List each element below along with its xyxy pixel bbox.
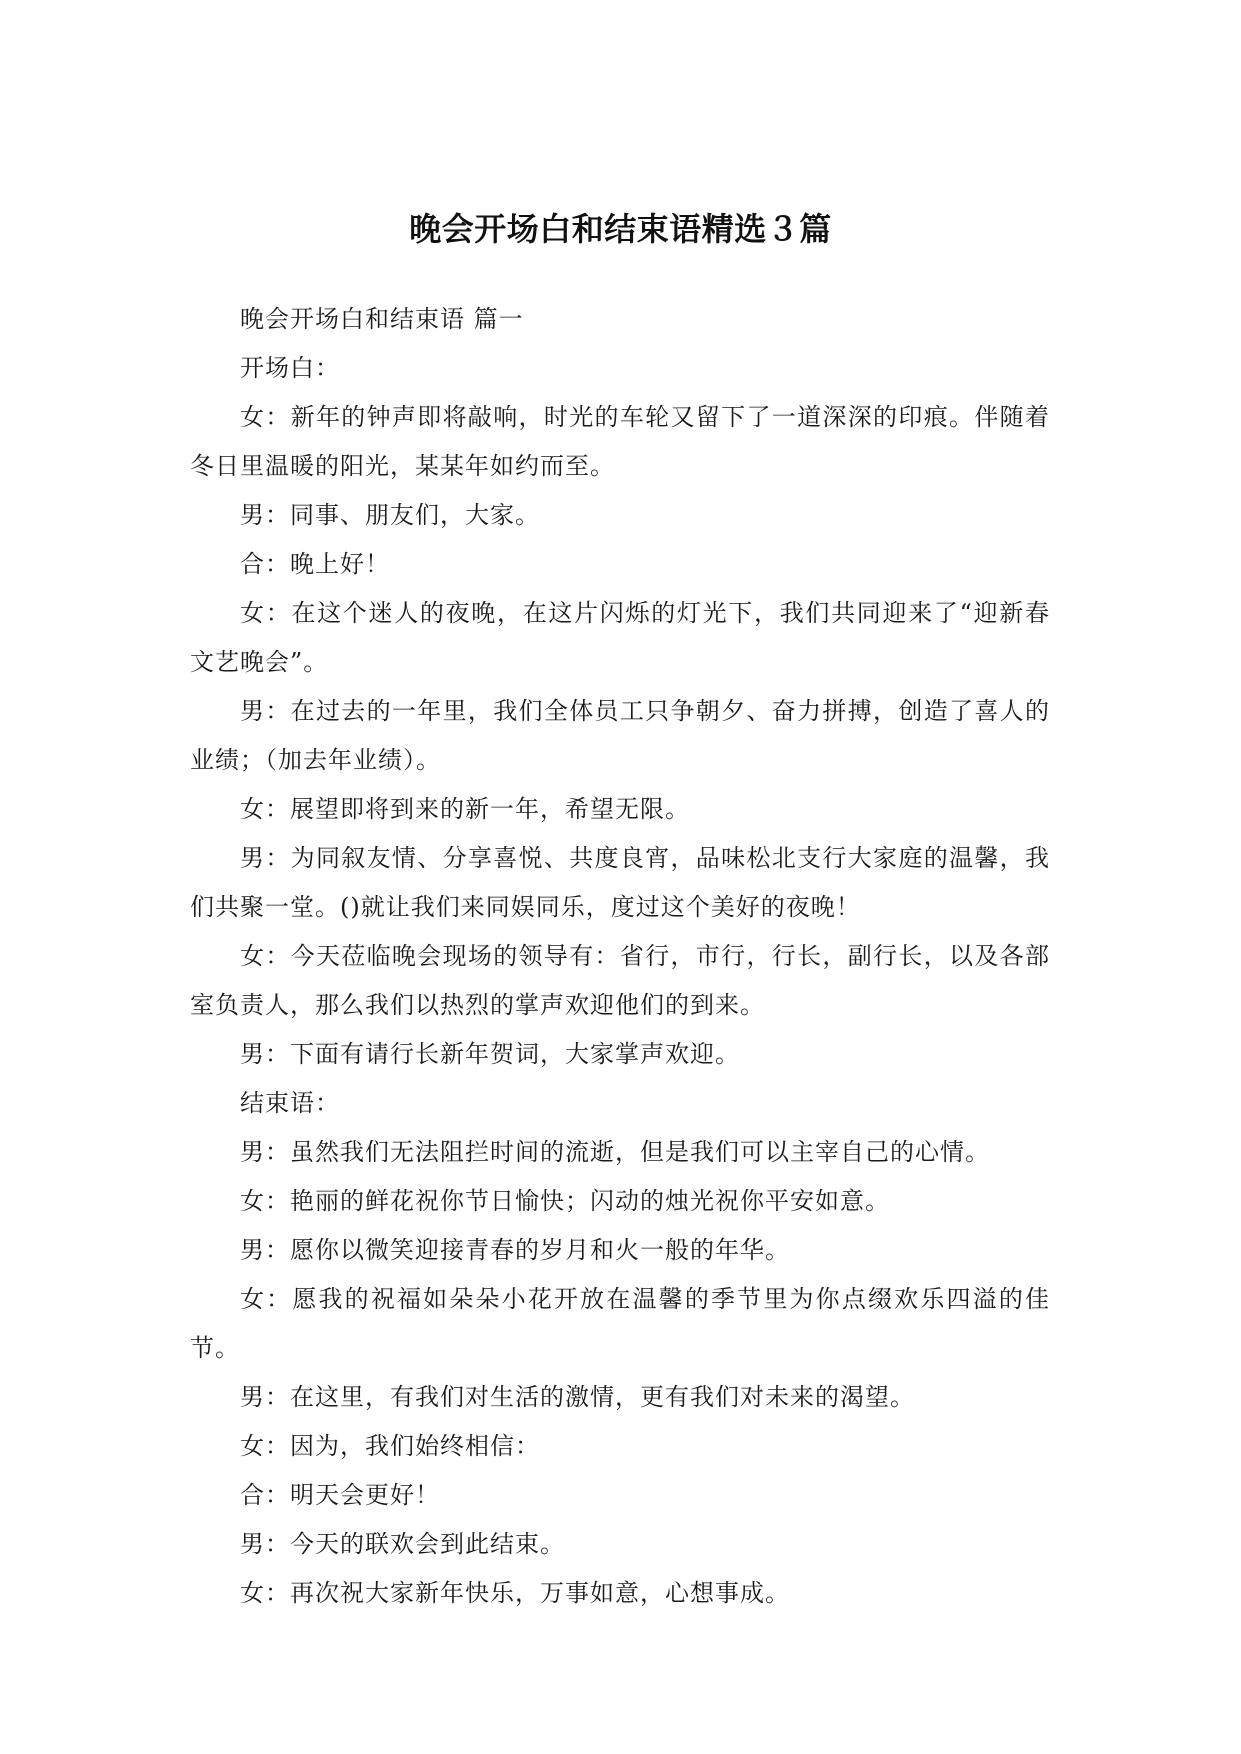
dialogue-line: 女：艳丽的鲜花祝你节日愉快；闪动的烛光祝你平安如意。 xyxy=(240,1187,890,1215)
dialogue-line: 男：为同叙友情、分享喜悦、共度良宵，品味松北支行大家庭的温馨，我们共聚一堂。()就让我们来同娱同乐，度过这个美好的夜晚！ xyxy=(190,844,1050,921)
dialogue-line: 男：愿你以微笑迎接青春的岁月和火一般的年华。 xyxy=(240,1236,790,1264)
dialogue-line: 女：新年的钟声即将敲响，时光的车轮又留下了一道深深的印痕。伴随着冬日里温暖的阳光，某某年如约而至。 xyxy=(190,403,1050,480)
dialogue-line: 男：在这里，有我们对生活的激情，更有我们对未来的渴望。 xyxy=(240,1383,915,1411)
dialogue-line: 女：愿我的祝福如朵朵小花开放在温馨的季节里为你点缀欢乐四溢的佳节。 xyxy=(190,1285,1050,1362)
dialogue-line: 合：晚上好！ xyxy=(240,550,390,578)
subsection-label-opening: 开场白： xyxy=(240,354,340,382)
dialogue-line: 女：在这个迷人的夜晚，在这片闪烁的灯光下，我们共同迎来了“迎新春文艺晚会”。 xyxy=(190,599,1050,676)
dialogue-line: 女：今天莅临晚会现场的领导有：省行，市行，行长，副行长，以及各部室负责人，那么我们以热烈的掌声欢迎他们的到来。 xyxy=(190,942,1050,1019)
dialogue-line: 合：明天会更好！ xyxy=(240,1481,440,1509)
dialogue-line: 男：下面有请行长新年贺词，大家掌声欢迎。 xyxy=(240,1040,740,1068)
section-heading: 晚会开场白和结束语 篇一 xyxy=(240,305,524,333)
subsection-label-closing: 结束语： xyxy=(240,1089,340,1117)
document-body xyxy=(190,295,1050,1618)
document-title: 晚会开场白和结束语精选３篇 xyxy=(409,210,832,249)
dialogue-line: 男：虽然我们无法阻拦时间的流逝，但是我们可以主宰自己的心情。 xyxy=(240,1138,990,1166)
dialogue-line: 男：在过去的一年里，我们全体员工只争朝夕、奋力拼搏，创造了喜人的业绩；（加去年业绩）。 xyxy=(190,697,1050,774)
dialogue-line: 女：展望即将到来的新一年，希望无限。 xyxy=(240,795,690,823)
dialogue-line: 女：因为，我们始终相信： xyxy=(240,1432,540,1460)
dialogue-line: 男：今天的联欢会到此结束。 xyxy=(240,1530,565,1558)
dialogue-line: 男：同事、朋友们，大家。 xyxy=(240,501,540,529)
dialogue-line: 女：再次祝大家新年快乐，万事如意，心想事成。 xyxy=(240,1579,790,1607)
